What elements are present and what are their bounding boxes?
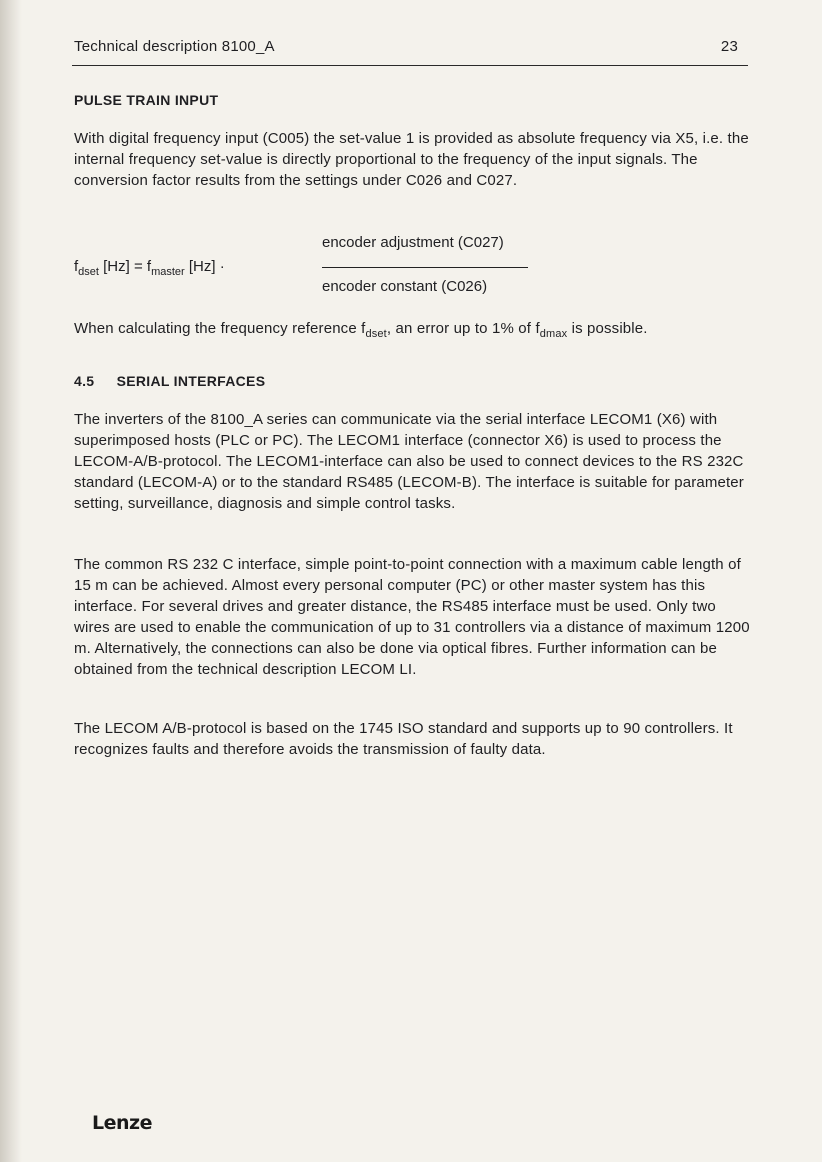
serial-paragraph-1: The inverters of the 8100_A series can communicate via the serial interface LECOM1 (X6) with superimposed hosts (PLC or PC). The LECOM1 interface (connector X6) is used to process the LECOM-A/B-protocol. The LECOM1-interface can also be used to connect devices to the RS 232C standard (LECOM-A) or to the standard RS485 (LECOM-B). The interface is suitable for parameter setting, surveillance, diagnosis and simple control tasks. bbox=[74, 411, 744, 512]
page-number: 23 bbox=[720, 38, 738, 55]
header-rule bbox=[72, 65, 748, 66]
formula-lhs: $f_{dset}$ $[Hz] = f_{master}$ [Hz] · bbox=[74, 258, 225, 278]
serial-interfaces-heading bbox=[74, 373, 265, 389]
lenze-logo: Lenze bbox=[92, 1112, 152, 1134]
section-title: SERIAL INTERFACES bbox=[116, 373, 266, 389]
serial-paragraph-3: The LECOM A/B-protocol is based on the 1745 ISO standard and supports up to 90 controllers. It recognizes faults and therefore avoids the transmission of faulty data. bbox=[74, 720, 733, 758]
pulse-train-paragraph: With digital frequency input (C005) the set-value 1 is provided as absolute frequency via X5, i.e. the internal frequency set-value is directly proportional to the frequency of the input signals. The conversion factor results from the settings under C026 and C027. bbox=[74, 130, 749, 189]
frequency-formula bbox=[74, 230, 634, 300]
pulse-train-heading: PULSE TRAIN INPUT bbox=[74, 92, 219, 108]
frequency-error-note: When calculating the frequency reference $f_{dset}$, an error up to 1% of $f_{dmax}$ is possible. bbox=[74, 320, 648, 340]
section-number: 4.5 bbox=[74, 373, 95, 389]
formula-numerator: encoder adjustment (C027) bbox=[322, 234, 504, 251]
serial-paragraph-2: The common RS 232 C interface, simple point-to-point connection with a maximum cable length of 15 m can be achieved. Almost every personal computer (PC) or other master system has this interface. For several drives and greater distance, the RS485 interface must be used. Only two wires are used to enable the communication of up to 31 controllers via a distance of maximum 1200 m. Alternatively, the connections can also be done via optical fibres. Further information can be obtained from the technical description LECOM LI. bbox=[74, 556, 750, 678]
fraction-bar bbox=[322, 267, 528, 268]
document-title: Technical description 8100_A bbox=[74, 38, 275, 55]
formula-denominator: encoder constant (C026) bbox=[322, 278, 488, 295]
running-header bbox=[74, 36, 738, 62]
page-edge-shadow bbox=[0, 0, 22, 1162]
